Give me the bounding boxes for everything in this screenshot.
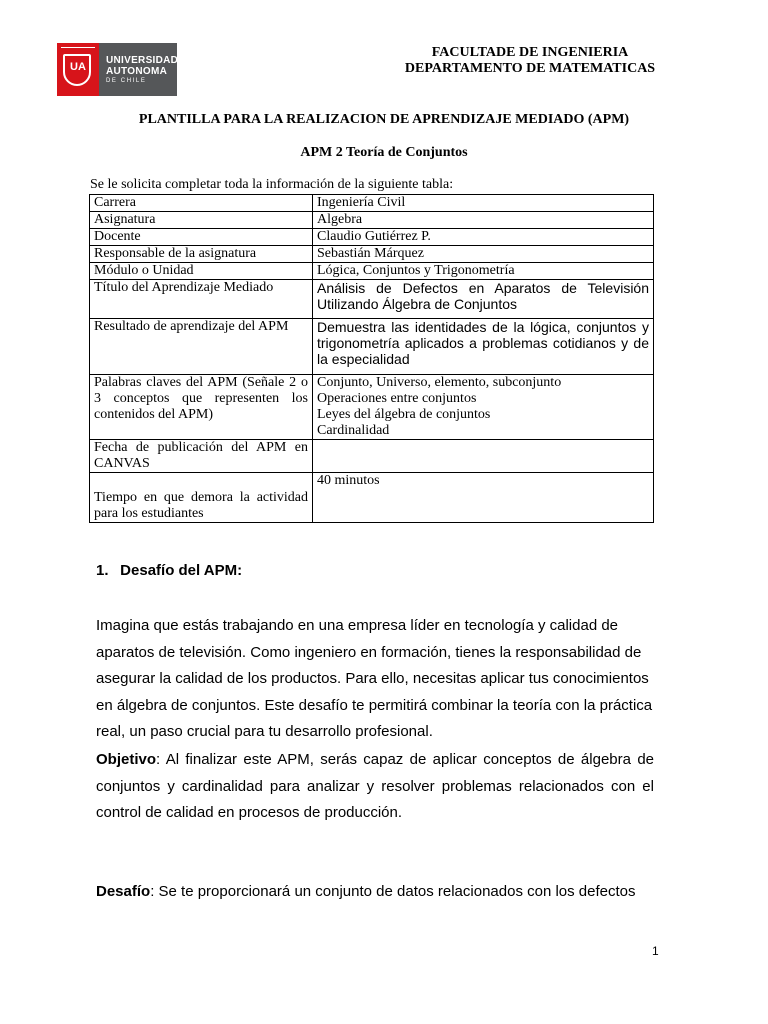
keyword-item: Operaciones entre conjuntos bbox=[317, 391, 477, 406]
objective-label: Objetivo bbox=[96, 751, 157, 768]
department-name: DEPARTAMENTO DE MATEMATICAS bbox=[404, 61, 656, 76]
row-value: Lógica, Conjuntos y Trigonometría bbox=[313, 263, 654, 280]
row-label: Resultado de aprendizaje del APM bbox=[90, 319, 313, 375]
table-row bbox=[90, 375, 654, 440]
challenge-paragraph bbox=[96, 879, 654, 906]
faculty-header bbox=[380, 45, 680, 77]
row-label: Módulo o Unidad bbox=[90, 263, 313, 280]
logo-line-2: AUTONOMA bbox=[106, 65, 168, 77]
challenge-label: Desafío bbox=[96, 883, 151, 900]
table-row bbox=[90, 246, 654, 263]
row-value: Claudio Gutiérrez P. bbox=[313, 229, 654, 246]
row-value: Demuestra las identidades de la lógica, conjuntos y trigonometría aplicados a problemas cotidianos y de la especialidad bbox=[313, 319, 654, 375]
row-value: Algebra bbox=[313, 212, 654, 229]
row-label: Tiempo en que demora la actividad para los estudiantes bbox=[90, 473, 313, 523]
logo-seal-block bbox=[57, 43, 99, 96]
logo-line-3: DE CHILE bbox=[106, 77, 147, 84]
keyword-list bbox=[313, 375, 654, 440]
row-label: Docente bbox=[90, 229, 313, 246]
objective-paragraph bbox=[96, 747, 654, 827]
logo-seal-text: UA bbox=[70, 61, 86, 73]
keyword-item: Cardinalidad bbox=[317, 423, 390, 438]
table-row bbox=[90, 319, 654, 375]
table-row bbox=[90, 229, 654, 246]
apm-info-table bbox=[89, 194, 654, 523]
document-subtitle: APM 2 Teoría de Conjuntos bbox=[300, 145, 468, 160]
row-label: Fecha de publicación del APM en CANVAS bbox=[90, 440, 313, 473]
table-row bbox=[90, 263, 654, 280]
keyword-item: Leyes del álgebra de conjuntos bbox=[317, 407, 491, 422]
faculty-name: FACULTADE DE INGENIERIA bbox=[431, 45, 629, 60]
section-number: 1. bbox=[96, 562, 109, 579]
table-row bbox=[90, 280, 654, 319]
row-value: Ingeniería Civil bbox=[313, 195, 654, 212]
row-value bbox=[313, 440, 654, 473]
row-value: 40 minutos bbox=[313, 473, 654, 523]
row-label: Asignatura bbox=[90, 212, 313, 229]
table-intro: Se le solicita completar toda la información de la siguiente tabla: bbox=[90, 177, 454, 192]
table-row bbox=[90, 195, 654, 212]
page-number: 1 bbox=[652, 944, 659, 958]
keyword-item: Conjunto, Universo, elemento, subconjunto bbox=[317, 375, 562, 390]
table-row bbox=[90, 473, 654, 523]
row-label: Responsable de la asignatura bbox=[90, 246, 313, 263]
row-value: Sebastián Márquez bbox=[313, 246, 654, 263]
row-label: Palabras claves del APM (Señale 2 o 3 conceptos que representen los contenidos del APM) bbox=[90, 375, 313, 440]
document-title: PLANTILLA PARA LA REALIZACION DE APRENDIZAJE MEDIADO (APM) bbox=[138, 112, 630, 127]
objective-text: : Al finalizar este APM, serás capaz de aplicar conceptos de álgebra de conjuntos y cardinalidad para analizar y resolver problemas relacionados con el control de calidad en procesos de producción. bbox=[96, 751, 654, 821]
table-row bbox=[90, 212, 654, 229]
logo-wordmark bbox=[99, 43, 177, 96]
challenge-text: : Se te proporcionará un conjunto de datos relacionados con los defectos bbox=[150, 883, 636, 900]
intro-paragraph: Imagina que estás trabajando en una empresa líder en tecnología y calidad de aparatos de televisión. Como ingeniero en formación, tienes la responsabilidad de asegurar la calidad de los productos. Para ello, necesitas aplicar tus conocimientos en álgebra de conjuntos. Este desafío te permitirá combinar la teoría con la práctica real, un paso crucial para tu desarrollo profesional. bbox=[96, 617, 653, 740]
row-label: Título del Aprendizaje Mediado bbox=[90, 280, 313, 319]
row-value: Análisis de Defectos en Aparatos de Televisión Utilizando Álgebra de Conjuntos bbox=[313, 280, 654, 319]
logo-seal-top-line bbox=[61, 47, 95, 52]
section-title: Desafío del APM: bbox=[120, 562, 243, 579]
logo-line-1: UNIVERSIDAD bbox=[106, 54, 179, 66]
row-label: Carrera bbox=[90, 195, 313, 212]
table-row bbox=[90, 440, 654, 473]
section-heading bbox=[96, 562, 242, 579]
university-logo bbox=[57, 43, 177, 96]
